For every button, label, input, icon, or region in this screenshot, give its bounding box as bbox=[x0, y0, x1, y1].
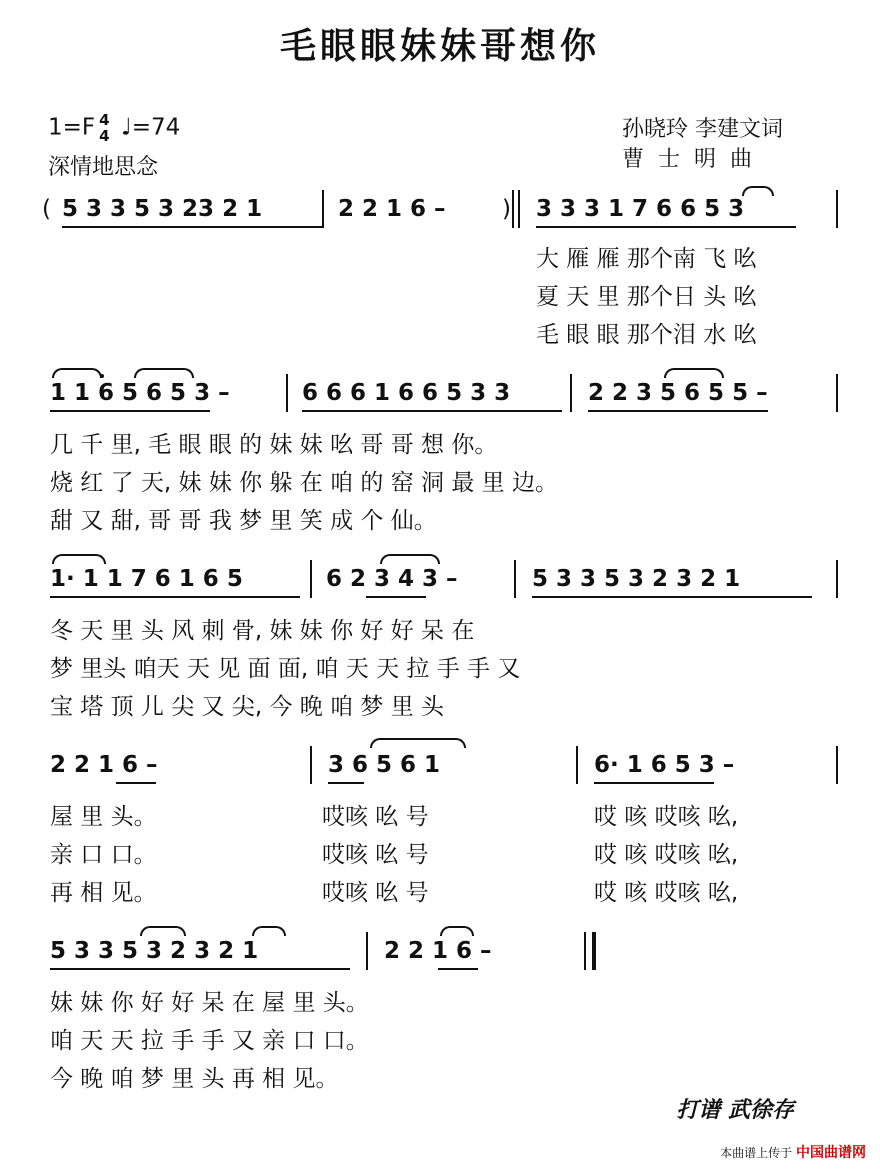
expression-mark: 深情地思念 bbox=[48, 155, 159, 180]
score-row-2: 1 1 6 5 6 5 3 – 6 6 6 1 6 6 5 3 3 2 2 3 5 6 5 5 – bbox=[40, 380, 850, 416]
footer-site-logo[interactable]: 中国曲谱网 bbox=[796, 1145, 866, 1161]
transcriber-credit: 打谱 武徐存 bbox=[676, 1097, 794, 1123]
score-row-5: 5 3 3 5 3 2 3 2 1 2 2 1 6 – bbox=[40, 938, 850, 974]
key-signature bbox=[48, 112, 180, 144]
lyric-verse-1: 大 雁 雁 那个南 飞 吆 bbox=[536, 246, 757, 272]
tempo: ♩=74 bbox=[120, 114, 181, 141]
composer: 曹士明曲 bbox=[622, 147, 767, 172]
footer-text: 本曲谱上传于 bbox=[720, 1146, 793, 1160]
lyricist: 孙晓玲 李建文词 bbox=[622, 117, 783, 142]
page-title: 毛眼眼妹妹哥想你 bbox=[279, 25, 600, 67]
lyric-verse-3: 毛 眼 眼 那个泪 水 吆 bbox=[536, 322, 757, 348]
footer-source bbox=[720, 1142, 866, 1162]
score-row-3: 1· 1 1 7 6 1 6 5 6 2 3 4 3 – 5 3 3 5 3 2 3 2 1 bbox=[40, 566, 850, 602]
time-signature: 4 4 bbox=[99, 111, 110, 145]
lyric-verse-2: 夏 天 里 那个日 头 吆 bbox=[536, 284, 757, 310]
score-row-1: ( 5 3 3 5 3 23 2 1 2 2 1 6 – ) 3 3 3 1 7 6 6 5 3 bbox=[40, 196, 850, 232]
key-prefix: 1=F bbox=[48, 114, 96, 141]
score-row-4: 2 2 1 6 – 3 6 5 6 1 6· 1 6 5 3 – bbox=[40, 752, 850, 788]
